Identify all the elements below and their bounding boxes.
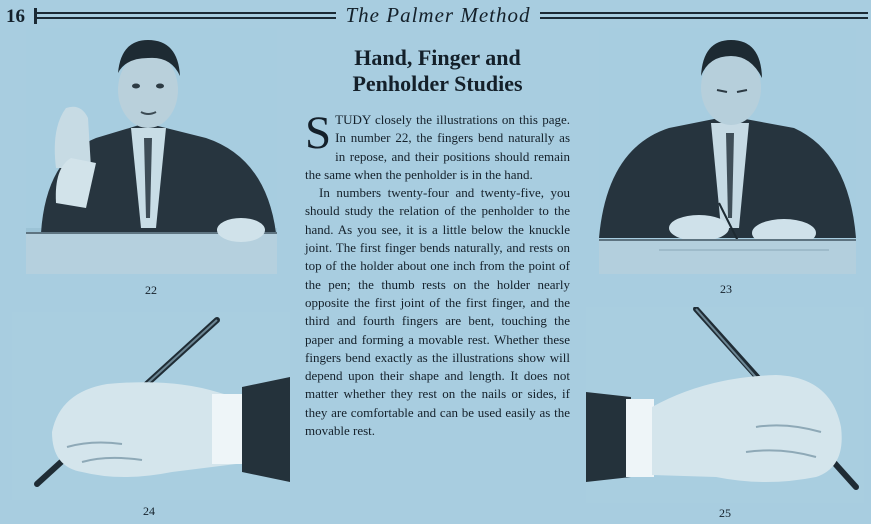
paragraph-1 <box>305 107 570 184</box>
running-title: The Palmer Method <box>345 3 531 27</box>
figure-caption-25: 25 <box>719 506 731 520</box>
article-title <box>305 45 570 97</box>
paragraph-1-text: TUDY closely the illustrations on this page. In number 22, the fingers bend naturally as in repose, and their positions should remain the same when the penholder is in the hand. <box>305 112 570 182</box>
photo-23-man-writing <box>599 28 856 274</box>
header-rule-left <box>36 12 336 19</box>
article-title-line-2: Penholder Studies <box>352 71 523 96</box>
photo-24-hand-penholder <box>12 312 290 500</box>
header-rule-right <box>540 12 868 19</box>
figure-caption-22: 22 <box>145 283 157 297</box>
photo-22-man-hand-raised <box>26 28 277 274</box>
article <box>305 45 570 440</box>
page-number: 16 <box>6 6 25 27</box>
figure-caption-23: 23 <box>720 282 732 296</box>
figure-caption-24: 24 <box>143 504 155 518</box>
paragraph-2: In numbers twenty-four and twenty-five, you should study the relation of the penholder to the hand. As you see, it is a little below the knuckle joint. The first finger bends naturally, and rests on top of the holder about one inch from the point of the pen; the thumb rests on the holder nearly opposite the first joint of the first finger, and the third and fourth fingers are bent, touching the paper and forming a movable rest. Whether these fingers bend exactly as the illustrations show will depend upon their shape and length. It does not matter whether they rest on the nails or sides, if they are comfortable and can be used easily as the movable rest. <box>305 185 570 439</box>
drop-cap: S <box>305 107 332 159</box>
article-title-line-1: Hand, Finger and <box>354 45 521 70</box>
photo-25-hand-penholder <box>586 307 864 503</box>
